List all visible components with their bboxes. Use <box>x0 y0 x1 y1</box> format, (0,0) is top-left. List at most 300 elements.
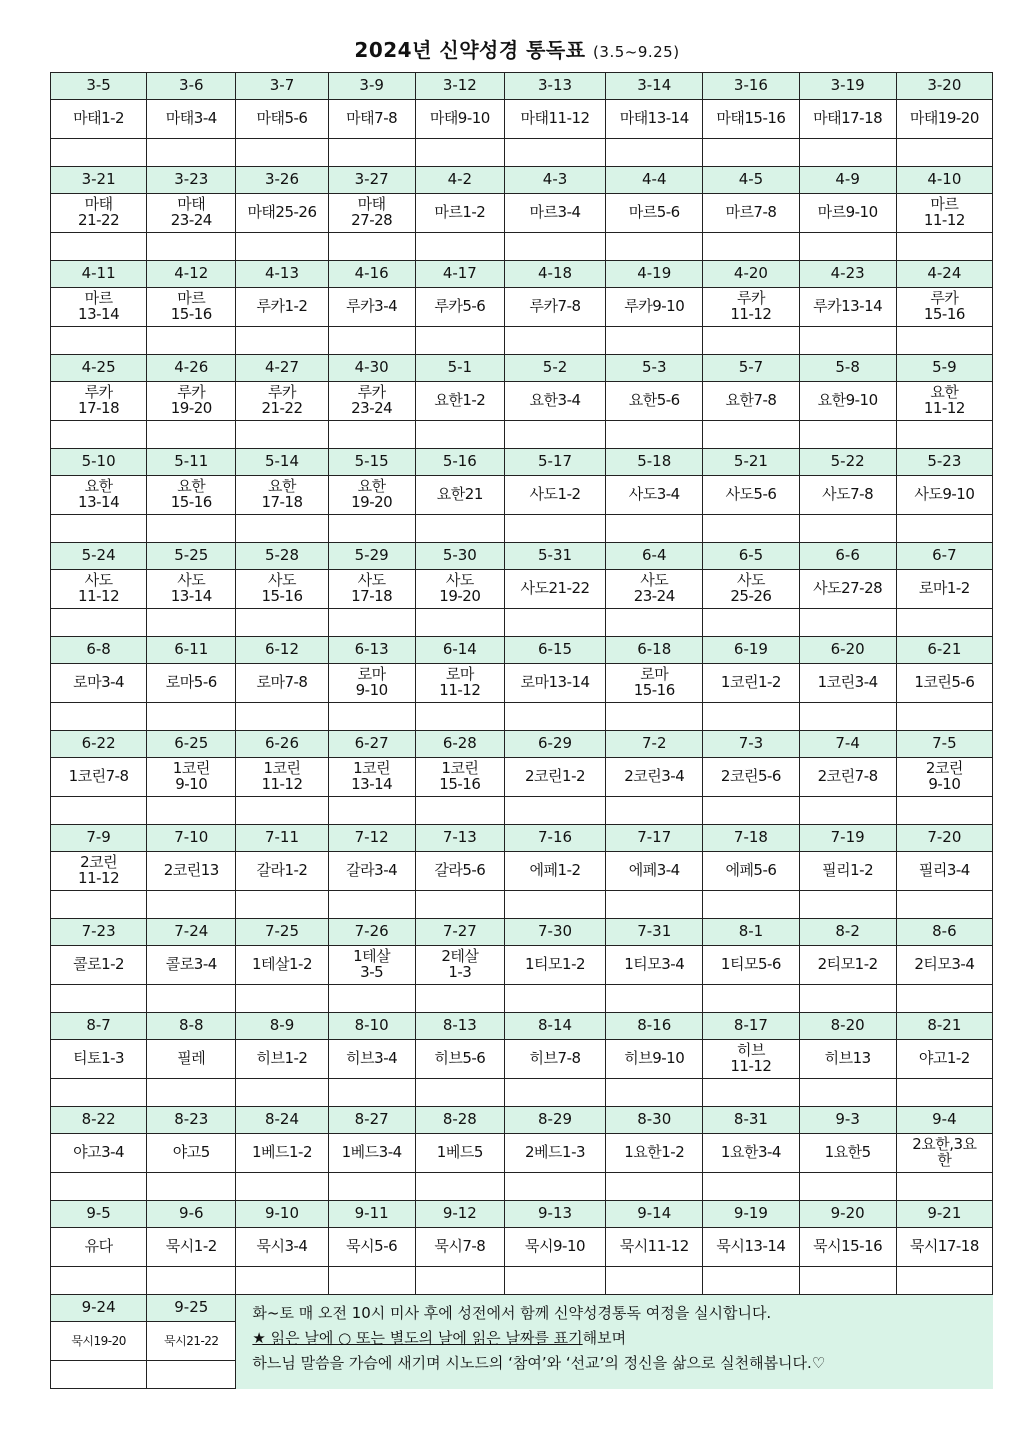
date-cell: 3-23 <box>147 167 236 194</box>
check-box-cell <box>606 985 703 1013</box>
date-row <box>51 825 993 852</box>
date-cell: 3-19 <box>799 73 896 100</box>
check-box-cell <box>236 703 328 731</box>
check-box-cell <box>147 1267 236 1295</box>
check-box-cell <box>896 703 992 731</box>
reading-cell: 사도7-8 <box>799 476 896 515</box>
date-cell: 6-11 <box>147 637 236 664</box>
date-cell: 7-12 <box>328 825 415 852</box>
check-box-cell <box>51 703 147 731</box>
reading-cell: 묵시7-8 <box>415 1228 504 1267</box>
reading-cell: 사도 17-18 <box>328 570 415 609</box>
reading-cell: 요한 13-14 <box>51 476 147 515</box>
check-box-cell <box>415 327 504 355</box>
reading-cell: 묵시5-6 <box>328 1228 415 1267</box>
check-box-cell <box>415 233 504 261</box>
reading-cell: 히브9-10 <box>606 1040 703 1079</box>
date-cell: 5-9 <box>896 355 992 382</box>
reading-cell: 루카5-6 <box>415 288 504 327</box>
check-box-cell <box>703 985 799 1013</box>
date-cell: 4-4 <box>606 167 703 194</box>
reading-cell: 요한1-2 <box>415 382 504 421</box>
date-cell: 5-8 <box>799 355 896 382</box>
reading-cell: 히브 11-12 <box>703 1040 799 1079</box>
check-box-cell <box>896 797 992 825</box>
date-cell: 4-9 <box>799 167 896 194</box>
check-box-cell <box>236 1079 328 1107</box>
check-box-cell <box>703 139 799 167</box>
reading-cell: 1코린 9-10 <box>147 758 236 797</box>
date-cell: 8-8 <box>147 1013 236 1040</box>
date-cell: 4-3 <box>504 167 605 194</box>
reading-cell: 2티모1-2 <box>799 946 896 985</box>
date-cell: 4-27 <box>236 355 328 382</box>
check-box-cell <box>504 515 605 543</box>
check-box-cell <box>703 703 799 731</box>
reading-cell: 1테살 3-5 <box>328 946 415 985</box>
date-cell: 5-28 <box>236 543 328 570</box>
reading-cell: 로마 9-10 <box>328 664 415 703</box>
reading-cell: 2테살 1-3 <box>415 946 504 985</box>
date-cell: 8-27 <box>328 1107 415 1134</box>
date-cell: 6-7 <box>896 543 992 570</box>
reading-cell: 1베드1-2 <box>236 1134 328 1173</box>
check-box-cell <box>504 1173 605 1201</box>
date-cell: 7-30 <box>504 919 605 946</box>
check-box-cell <box>703 1173 799 1201</box>
reading-cell: 로마7-8 <box>236 664 328 703</box>
check-box-cell <box>147 891 236 919</box>
reading-cell: 요한9-10 <box>799 382 896 421</box>
date-cell: 4-10 <box>896 167 992 194</box>
date-cell: 4-12 <box>147 261 236 288</box>
date-cell: 8-9 <box>236 1013 328 1040</box>
reading-cell: 사도1-2 <box>504 476 605 515</box>
check-box-cell <box>504 703 605 731</box>
check-box-cell <box>703 1267 799 1295</box>
reading-cell: 마태 23-24 <box>147 194 236 233</box>
check-box-cell <box>703 327 799 355</box>
check-box-cell <box>896 327 992 355</box>
reading-cell: 마르 11-12 <box>896 194 992 233</box>
reading-cell: 1요한1-2 <box>606 1134 703 1173</box>
date-cell: 9-19 <box>703 1201 799 1228</box>
check-box-cell <box>896 233 992 261</box>
reading-cell: 1티모3-4 <box>606 946 703 985</box>
date-cell: 6-15 <box>504 637 605 664</box>
reading-cell: 요한 17-18 <box>236 476 328 515</box>
check-box-cell <box>799 985 896 1013</box>
date-cell: 7-10 <box>147 825 236 852</box>
check-box-cell <box>147 609 236 637</box>
check-box-cell <box>147 1173 236 1201</box>
date-cell: 5-25 <box>147 543 236 570</box>
check-row <box>51 1173 993 1201</box>
reading-cell: 마르1-2 <box>415 194 504 233</box>
reading-cell: 1요한3-4 <box>703 1134 799 1173</box>
reading-cell: 히브1-2 <box>236 1040 328 1079</box>
date-cell: 4-16 <box>328 261 415 288</box>
date-cell: 3-13 <box>504 73 605 100</box>
reading-row <box>51 758 993 797</box>
check-box-cell <box>415 139 504 167</box>
date-cell: 4-23 <box>799 261 896 288</box>
reading-cell: 2코린3-4 <box>606 758 703 797</box>
reading-cell: 루카9-10 <box>606 288 703 327</box>
check-box-cell <box>415 797 504 825</box>
reading-cell: 1테살1-2 <box>236 946 328 985</box>
reading-cell: 마태9-10 <box>415 100 504 139</box>
check-box-cell <box>236 891 328 919</box>
reading-cell: 마르 15-16 <box>147 288 236 327</box>
reading-cell: 마태25-26 <box>236 194 328 233</box>
reading-cell: 마르7-8 <box>703 194 799 233</box>
date-cell: 9-25 <box>147 1295 236 1322</box>
date-cell: 8-10 <box>328 1013 415 1040</box>
check-box-cell <box>896 985 992 1013</box>
check-box-cell <box>328 985 415 1013</box>
date-cell: 6-14 <box>415 637 504 664</box>
date-cell: 5-11 <box>147 449 236 476</box>
check-box-cell <box>799 609 896 637</box>
check-box-cell <box>606 1267 703 1295</box>
check-box-cell <box>328 797 415 825</box>
check-box-cell <box>415 703 504 731</box>
date-cell: 3-16 <box>703 73 799 100</box>
check-box-cell <box>504 1079 605 1107</box>
check-box-cell <box>328 139 415 167</box>
reading-cell: 필리3-4 <box>896 852 992 891</box>
check-box-cell <box>51 515 147 543</box>
check-box-cell <box>415 1079 504 1107</box>
date-cell: 6-20 <box>799 637 896 664</box>
check-box-cell <box>799 1079 896 1107</box>
reading-row <box>51 476 993 515</box>
check-box-cell <box>51 1267 147 1295</box>
check-box-cell <box>147 327 236 355</box>
subtitle-text: (3.5~9.25) <box>593 43 680 61</box>
date-row <box>51 1201 993 1228</box>
reading-cell: 1코린3-4 <box>799 664 896 703</box>
reading-cell: 1요한5 <box>799 1134 896 1173</box>
date-cell: 6-8 <box>51 637 147 664</box>
date-cell: 5-21 <box>703 449 799 476</box>
check-row <box>51 233 993 261</box>
check-box-cell <box>896 1173 992 1201</box>
check-box-cell <box>328 891 415 919</box>
reading-cell: 묵시11-12 <box>606 1228 703 1267</box>
date-cell: 4-2 <box>415 167 504 194</box>
reading-cell: 루카3-4 <box>328 288 415 327</box>
check-box-cell <box>504 421 605 449</box>
date-cell: 6-22 <box>51 731 147 758</box>
date-cell: 5-31 <box>504 543 605 570</box>
reading-row <box>51 288 993 327</box>
check-row <box>51 327 993 355</box>
notes-line-2-tail: 해보며 <box>582 1329 627 1347</box>
date-cell: 7-5 <box>896 731 992 758</box>
reading-cell: 2요한,3요 한 <box>896 1134 992 1173</box>
check-box-cell <box>606 421 703 449</box>
reading-cell: 사도 11-12 <box>51 570 147 609</box>
date-cell: 5-15 <box>328 449 415 476</box>
date-cell: 8-17 <box>703 1013 799 1040</box>
reading-cell: 로마13-14 <box>504 664 605 703</box>
reading-cell: 마태1-2 <box>51 100 147 139</box>
date-cell: 4-25 <box>51 355 147 382</box>
date-cell: 5-29 <box>328 543 415 570</box>
reading-row <box>51 1040 993 1079</box>
date-cell: 9-11 <box>328 1201 415 1228</box>
check-box-cell <box>328 421 415 449</box>
check-box-cell <box>51 1361 147 1389</box>
check-box-cell <box>504 233 605 261</box>
check-row <box>51 703 993 731</box>
check-box-cell <box>415 1267 504 1295</box>
check-box-cell <box>51 609 147 637</box>
reading-cell: 루카 15-16 <box>896 288 992 327</box>
check-box-cell <box>415 609 504 637</box>
date-cell: 4-5 <box>703 167 799 194</box>
reading-cell: 요한5-6 <box>606 382 703 421</box>
date-row <box>51 637 993 664</box>
reading-cell: 1티모1-2 <box>504 946 605 985</box>
check-box-cell <box>236 421 328 449</box>
reading-cell: 1코린 15-16 <box>415 758 504 797</box>
reading-cell: 필레 <box>147 1040 236 1079</box>
reading-cell: 콜로1-2 <box>51 946 147 985</box>
check-box-cell <box>703 891 799 919</box>
date-row <box>51 543 993 570</box>
date-cell: 7-23 <box>51 919 147 946</box>
reading-cell: 1코린5-6 <box>896 664 992 703</box>
date-row <box>51 167 993 194</box>
check-box-cell <box>799 327 896 355</box>
date-cell: 8-13 <box>415 1013 504 1040</box>
check-box-cell <box>504 985 605 1013</box>
date-cell: 9-20 <box>799 1201 896 1228</box>
date-cell: 4-13 <box>236 261 328 288</box>
reading-cell: 히브13 <box>799 1040 896 1079</box>
check-box-cell <box>415 1173 504 1201</box>
date-cell: 8-23 <box>147 1107 236 1134</box>
date-cell: 9-5 <box>51 1201 147 1228</box>
date-cell: 4-26 <box>147 355 236 382</box>
date-cell: 5-22 <box>799 449 896 476</box>
date-cell: 6-26 <box>236 731 328 758</box>
reading-cell: 루카 11-12 <box>703 288 799 327</box>
reading-cell: 야고3-4 <box>51 1134 147 1173</box>
date-cell: 3-26 <box>236 167 328 194</box>
date-cell: 5-10 <box>51 449 147 476</box>
date-cell: 8-14 <box>504 1013 605 1040</box>
reading-cell: 마르9-10 <box>799 194 896 233</box>
check-box-cell <box>799 233 896 261</box>
date-cell: 8-22 <box>51 1107 147 1134</box>
reading-cell: 로마1-2 <box>896 570 992 609</box>
date-cell: 9-24 <box>51 1295 147 1322</box>
date-row <box>51 449 993 476</box>
reading-cell: 갈라5-6 <box>415 852 504 891</box>
date-cell: 9-12 <box>415 1201 504 1228</box>
date-cell: 7-9 <box>51 825 147 852</box>
check-box-cell <box>896 1267 992 1295</box>
reading-cell: 루카13-14 <box>799 288 896 327</box>
date-row <box>51 355 993 382</box>
reading-cell: 마태3-4 <box>147 100 236 139</box>
check-box-cell <box>799 515 896 543</box>
check-box-cell <box>328 1079 415 1107</box>
page-title <box>0 34 1034 63</box>
reading-cell: 루카 19-20 <box>147 382 236 421</box>
reading-cell: 마태15-16 <box>703 100 799 139</box>
date-cell: 4-11 <box>51 261 147 288</box>
date-cell: 7-24 <box>147 919 236 946</box>
reading-cell: 필리1-2 <box>799 852 896 891</box>
reading-cell: 사도9-10 <box>896 476 992 515</box>
reading-cell: 갈라1-2 <box>236 852 328 891</box>
notes-line-1: 화~토 매 오전 10시 미사 후에 성전에서 함께 신약성경통독 여정을 실시합니다. <box>252 1304 772 1322</box>
reading-cell: 사도3-4 <box>606 476 703 515</box>
check-box-cell <box>606 515 703 543</box>
reading-cell: 2코린 9-10 <box>896 758 992 797</box>
check-box-cell <box>147 515 236 543</box>
date-cell: 4-20 <box>703 261 799 288</box>
date-cell: 6-5 <box>703 543 799 570</box>
date-cell: 9-13 <box>504 1201 605 1228</box>
reading-cell: 마르 13-14 <box>51 288 147 327</box>
reading-cell: 마태19-20 <box>896 100 992 139</box>
check-box-cell <box>415 985 504 1013</box>
date-row <box>51 1295 993 1322</box>
check-row <box>51 1267 993 1295</box>
date-cell: 6-4 <box>606 543 703 570</box>
reading-row <box>51 664 993 703</box>
reading-row <box>51 194 993 233</box>
reading-cell: 사도27-28 <box>799 570 896 609</box>
date-cell: 8-24 <box>236 1107 328 1134</box>
date-cell: 6-29 <box>504 731 605 758</box>
date-cell: 8-31 <box>703 1107 799 1134</box>
date-cell: 3-14 <box>606 73 703 100</box>
reading-cell: 요한 11-12 <box>896 382 992 421</box>
check-box-cell <box>51 327 147 355</box>
reading-cell: 사도 15-16 <box>236 570 328 609</box>
check-box-cell <box>606 703 703 731</box>
date-cell: 9-21 <box>896 1201 992 1228</box>
date-cell: 3-12 <box>415 73 504 100</box>
check-box-cell <box>606 609 703 637</box>
check-box-cell <box>703 233 799 261</box>
reading-cell: 마태17-18 <box>799 100 896 139</box>
reading-cell: 사도 25-26 <box>703 570 799 609</box>
date-row <box>51 1013 993 1040</box>
date-cell: 8-21 <box>896 1013 992 1040</box>
reading-cell: 묵시15-16 <box>799 1228 896 1267</box>
check-box-cell <box>236 233 328 261</box>
reading-cell: 2코린 11-12 <box>51 852 147 891</box>
reading-row <box>51 852 993 891</box>
date-row <box>51 73 993 100</box>
reading-cell: 묵시13-14 <box>703 1228 799 1267</box>
reading-cell: 2코린5-6 <box>703 758 799 797</box>
reading-cell: 콜로3-4 <box>147 946 236 985</box>
title-text: 2024년 신약성경 통독표 <box>354 38 586 62</box>
date-cell: 6-27 <box>328 731 415 758</box>
date-cell: 5-16 <box>415 449 504 476</box>
date-row <box>51 731 993 758</box>
check-box-cell <box>51 1079 147 1107</box>
check-box-cell <box>147 233 236 261</box>
check-box-cell <box>147 703 236 731</box>
reading-cell: 1코린 11-12 <box>236 758 328 797</box>
reading-cell: 히브5-6 <box>415 1040 504 1079</box>
reading-cell: 마태11-12 <box>504 100 605 139</box>
reading-cell: 사도 13-14 <box>147 570 236 609</box>
date-cell: 6-12 <box>236 637 328 664</box>
reading-cell: 요한21 <box>415 476 504 515</box>
check-box-cell <box>328 1173 415 1201</box>
date-cell: 3-5 <box>51 73 147 100</box>
date-cell: 7-11 <box>236 825 328 852</box>
reading-cell: 티토1-3 <box>51 1040 147 1079</box>
date-cell: 5-17 <box>504 449 605 476</box>
check-box-cell <box>703 515 799 543</box>
check-box-cell <box>504 1267 605 1295</box>
reading-cell: 야고1-2 <box>896 1040 992 1079</box>
date-cell: 6-18 <box>606 637 703 664</box>
reading-cell: 1티모5-6 <box>703 946 799 985</box>
date-cell: 5-7 <box>703 355 799 382</box>
check-box-cell <box>236 985 328 1013</box>
check-box-cell <box>896 1079 992 1107</box>
check-box-cell <box>51 891 147 919</box>
check-row <box>51 1079 993 1107</box>
reading-cell: 루카 17-18 <box>51 382 147 421</box>
check-box-cell <box>147 1079 236 1107</box>
reading-cell: 갈라3-4 <box>328 852 415 891</box>
reading-cell: 묵시1-2 <box>147 1228 236 1267</box>
date-cell: 9-14 <box>606 1201 703 1228</box>
reading-cell: 사도5-6 <box>703 476 799 515</box>
date-cell: 5-30 <box>415 543 504 570</box>
date-cell: 5-18 <box>606 449 703 476</box>
date-cell: 7-27 <box>415 919 504 946</box>
date-cell: 7-25 <box>236 919 328 946</box>
date-cell: 6-13 <box>328 637 415 664</box>
date-cell: 6-19 <box>703 637 799 664</box>
date-cell: 4-19 <box>606 261 703 288</box>
date-cell: 4-24 <box>896 261 992 288</box>
check-box-cell <box>51 421 147 449</box>
date-cell: 7-4 <box>799 731 896 758</box>
reading-cell: 1베드5 <box>415 1134 504 1173</box>
reading-cell: 묵시3-4 <box>236 1228 328 1267</box>
reading-cell: 루카 21-22 <box>236 382 328 421</box>
date-cell: 8-29 <box>504 1107 605 1134</box>
date-cell: 8-16 <box>606 1013 703 1040</box>
check-box-cell <box>147 421 236 449</box>
check-box-cell <box>236 327 328 355</box>
date-cell: 7-26 <box>328 919 415 946</box>
date-cell: 3-27 <box>328 167 415 194</box>
check-box-cell <box>799 703 896 731</box>
date-cell: 4-18 <box>504 261 605 288</box>
check-box-cell <box>147 139 236 167</box>
reading-cell: 요한 19-20 <box>328 476 415 515</box>
check-box-cell <box>799 139 896 167</box>
reading-cell: 마르5-6 <box>606 194 703 233</box>
